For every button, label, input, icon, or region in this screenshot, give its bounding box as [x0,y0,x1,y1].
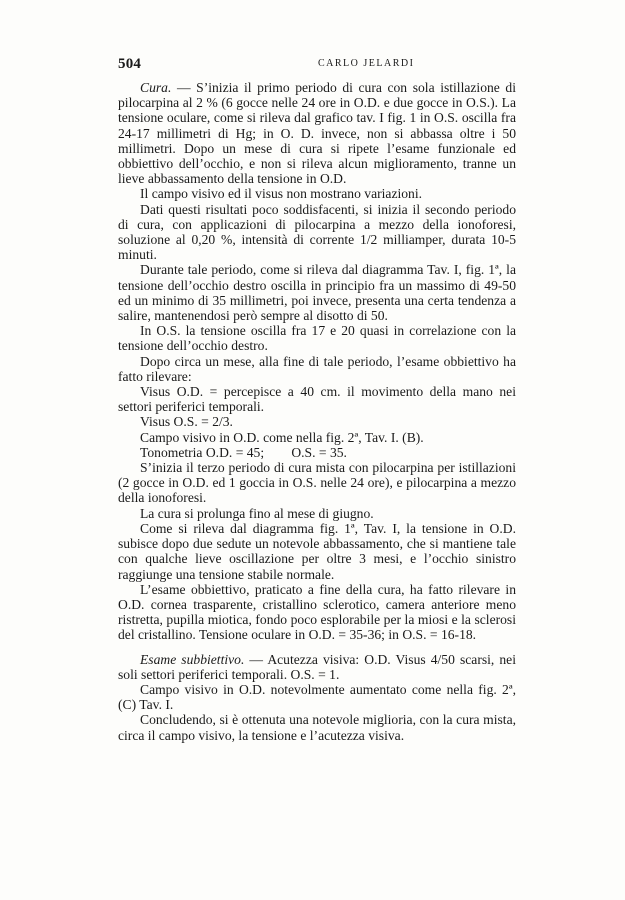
paragraph-prolunga: La cura si prolunga fino al mese di giugno. [140,505,374,521]
paragraph-campo-visivo-aumentato: Campo visivo in O.D. notevolmente aumentato come nella fig. 2ª, (C) Tav. I. [118,681,516,713]
section-run-in-heading: Esame subbiettivo. [140,651,245,667]
paragraph-esame-subbiettivo [118,652,516,682]
paragraph-dopo: Dopo circa un mese, alla fine di tale periodo, l’esame obbiettivo ha fatto rilevare: [118,353,516,384]
paragraph-dati: Dati questi risultati poco soddisfacenti, si inizia il secondo periodo di cura, con applicazioni di pilocarpina a mezzo della ionoforesi, soluzione al 0,20 %, intensità di corrente 1/2 milliamper, durata 10-5 minuti. [118,201,516,263]
page-number: 504 [118,56,142,72]
paragraph-tensione-os: In O.S. la tensione oscilla fra 17 e 20 quasi in correlazione con la tensione dell’occhio destro. [118,323,516,354]
section-run-in-heading: Cura. [140,80,172,95]
paragraph-concludendo: Concludendo, si è ottenuta una notevole miglioria, con la cura mista, circa il campo visivo, la tensione e l’acutezza visiva. [118,712,516,743]
paragraph-visus-od: Visus O.D. = percepisce a 40 cm. il movimento della mano nei settori periferici temporali. [118,384,516,415]
paragraph-cura [118,80,516,186]
running-title: CARLO JELARDI [318,58,415,69]
body-text [118,80,516,743]
paragraph-durante: Durante tale periodo, come si rileva dal diagramma Tav. I, fig. 1ª, la tensione dell’occhio destro oscilla in principio fra un massimo di 49-50 ed un minimo di 35 millimetri, poi invece, presenta una certa tendenza a salire, mantenendosi però sempre al disotto di 50. [118,262,516,324]
paragraph-esame-obbiettivo: L’esame obbiettivo, praticato a fine della cura, ha fatto rilevare in O.D. cornea trasparente, cristallino sclerotico, camera anteriore meno ristretta, pupilla miotica, fondo poco esplorabile per la miosi e la sclerosi del cristallino. Tensione oculare in O.D. = 35-36; in O.S. = 16-18. [118,581,516,643]
paragraph-tonometria: Tonometria O.D. = 45; O.S. = 35. [140,444,347,460]
paragraph-terzo-periodo: S’inizia il terzo periodo di cura mista con pilocarpina per istillazioni (2 gocce in O.D. ed 1 goccia in O.S. nelle 24 ore), e pilocarpina a mezzo della ionoforesi. [118,460,516,506]
paragraph-diagramma: Come si rileva dal diagramma fig. 1ª, Tav. I, la tensione in O.D. subisce dopo due sedute un notevole abbassamento, che si mantiene tale con qualche lieve oscillazione per oltre 3 mesi, e l’occhio sinistro raggiunge una tensione stabile normale. [118,520,516,582]
running-head [118,56,518,76]
paragraph-text: — Acutezza visiva: O.D. Visus 4/50 scarsi, nei soli settori periferici temporali. O.S. = 1. [118,651,516,682]
paragraph-visus-os: Visus O.S. = 2/3. [140,414,233,430]
paragraph-campo-visivo: Il campo visivo ed il visus non mostrano variazioni. [140,186,423,202]
paragraph-campo-visivo-od: Campo visivo in O.D. come nella fig. 2ª, Tav. I. (B). [140,429,424,445]
paragraph-text: — S’inizia il primo periodo di cura con sola istillazione di pilocarpina al 2 % (6 gocce nelle 24 ore in O.D. e due gocce in O.S.). La tensione oculare, come si rileva dal grafico tav. I fig. 1 in O.S. oscilla fra 24-17 millimetri di Hg; in O. D. invece, non si abbassa oltre i 50 millimetri. Dopo un mese di cura si ripete l’esame funzionale ed obbiettivo dell’occhio, e non si rileva alcun miglioramento, tranne un lieve abbassamento della tensione in O.D. [118,80,516,187]
